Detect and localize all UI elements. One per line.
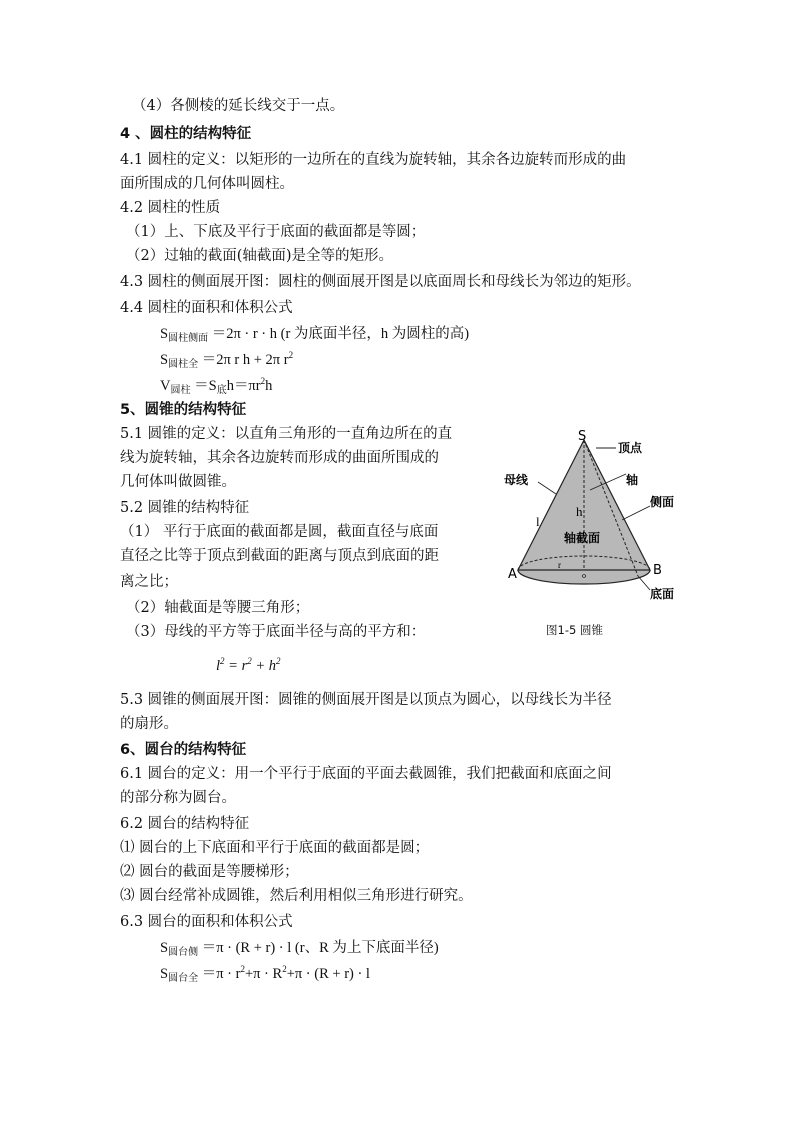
label-apex: 顶点 [618, 441, 643, 455]
text-line: ⑶ 圆台经常补成圆锥，然后利用相似三角形进行研究。 [120, 888, 473, 904]
formula-cylinder-volume: $V_{圆柱} =S_底h=\pi r^2h$ [160, 376, 273, 396]
text-line: （1） 平行于底面的截面都是圆，截面直径与底面 [120, 524, 439, 540]
text-line: ⑵ 圆台的截面是等腰梯形； [120, 864, 299, 880]
text-line: （2）轴截面是等腰三角形； [126, 600, 310, 616]
text-line: （2）过轴的截面(轴截面)是全等的矩形。 [126, 248, 394, 264]
label-base: 底面 [650, 587, 675, 601]
label-r: r [558, 560, 561, 570]
figure-caption: 图1-5 圆锥 [546, 623, 603, 637]
label-axis: 轴 [626, 473, 639, 487]
text-line: 直径之比等于顶点到截面的距离与顶点到底面的距 [120, 548, 439, 564]
text-line: 6.2 圆台的结构特征 [120, 816, 250, 832]
text-line: 4.1 圆柱的定义：以矩形的一边所在的直线为旋转轴，其余各边旋转而形成的曲 [120, 152, 627, 168]
text-line: 6.3 圆台的面积和体积公式 [120, 914, 293, 930]
text-line: 5.2 圆锥的结构特征 [120, 500, 250, 516]
leader-base [638, 576, 650, 590]
vertex-B: B [653, 563, 662, 578]
label-h: h [576, 504, 583, 519]
leader-side [622, 506, 650, 520]
label-section: 轴截面 [564, 531, 601, 545]
text-line: 的扇形。 [120, 716, 178, 732]
section-heading: 5、圆锥的结构特征 [120, 402, 247, 418]
text-line: 线为旋转轴，其余各边旋转而形成的曲面所围成的 [120, 450, 439, 466]
text-line: 的部分称为圆台。 [120, 790, 236, 806]
formula-cone-generatrix: $l^2 = r^2 + h^2$ [216, 656, 281, 674]
text-line: 4.4 圆柱的面积和体积公式 [120, 300, 293, 316]
text-line: 几何体叫做圆锥。 [120, 474, 236, 490]
text-line: 6.1 圆台的定义：用一个平行于底面的平面去截圆锥，我们把截面和底面之间 [120, 766, 612, 782]
formula-frustum-total: $S_{圆台全} =\pi \cdot r^2+\pi \cdot R^2+\pi \cdot (R + r) \cdot l$ [160, 964, 370, 984]
label-l: l [536, 514, 540, 529]
vertex-S: S [578, 429, 587, 444]
label-generatrix: 母线 [504, 473, 529, 487]
section-heading: 6、圆台的结构特征 [120, 742, 247, 758]
text-line: 4.2 圆柱的性质 [120, 200, 221, 216]
label-side: 侧面 [650, 495, 675, 509]
label-center-o: o [582, 571, 586, 580]
leader-generatrix [538, 482, 556, 494]
text-line: 面所围成的几何体叫圆柱。 [120, 176, 294, 192]
formula-cylinder-total: $S_{圆柱全} =2\pi$ r h + 2π $r^2$ [160, 350, 294, 370]
text-line: ⑴ 圆台的上下底面和平行于底面的截面都是圆； [120, 840, 430, 856]
text-line: （4）各侧棱的延长线交于一点。 [132, 98, 345, 114]
text-line: （3）母线的平方等于底面半径与高的平方和： [126, 624, 426, 640]
cone-figure [498, 426, 698, 606]
formula-frustum-side: $S_{圆台侧} =\pi \cdot (R + r) \cdot l$ (r、R 为上下底面半径) [160, 940, 439, 958]
text-line: 离之比； [120, 574, 178, 590]
section-heading: 4 、圆柱的结构特征 [120, 126, 252, 142]
formula-cylinder-side: $S_{圆柱侧面} =2\pi \cdot r \cdot h$ (r 为底面半径，h 为圆柱的高) [160, 326, 470, 344]
text-line: 4.3 圆柱的侧面展开图：圆柱的侧面展开图是以底面周长和母线长为邻边的矩形。 [120, 274, 641, 290]
text-line: 5.3 圆锥的侧面展开图：圆锥的侧面展开图是以顶点为圆心，以母线长为半径 [120, 692, 612, 708]
text-line: 5.1 圆锥的定义：以直角三角形的一直角边所在的直 [120, 426, 453, 442]
text-line: （1）上、下底及平行于底面的截面都是等圆； [126, 224, 426, 240]
vertex-A: A [508, 567, 517, 582]
